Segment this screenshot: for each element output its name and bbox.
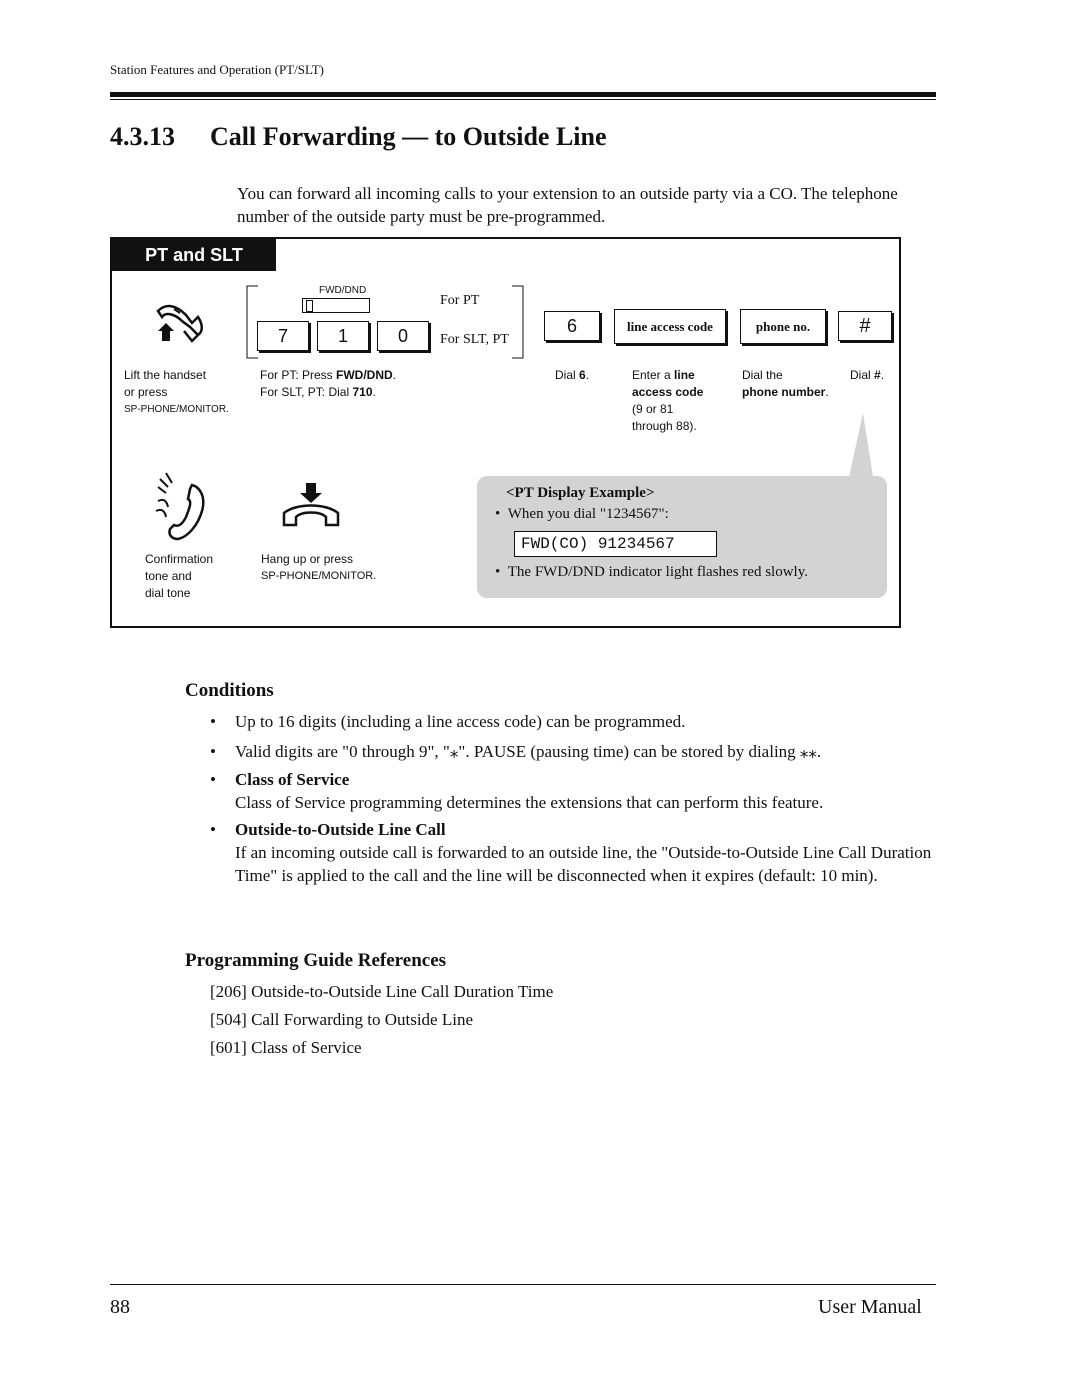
step5-text-a: Dial the — [742, 368, 783, 382]
condition-bullet-1: • — [210, 712, 216, 731]
step4-text-a: Enter a — [632, 368, 675, 382]
step3-text-a: Dial — [555, 368, 580, 382]
step2-text-e: 710 — [352, 385, 373, 399]
step6-text-b: # — [874, 368, 881, 382]
reference-504: [504] Call Forwarding to Outside Line — [210, 1010, 473, 1029]
section-title — [110, 122, 607, 152]
step6-text-c: . — [880, 368, 885, 382]
condition-item-2: Valid digits are "0 through 9", "⁎". PAUSE (pausing time) can be stored by dialing ⁎⁎. — [235, 742, 822, 761]
operation-panel — [110, 237, 901, 628]
reference-206: [206] Outside-to-Outside Line Call Duration Time — [210, 982, 554, 1001]
hang-up-icon — [280, 481, 342, 533]
footer-rule — [110, 1284, 936, 1285]
references-heading: Programming Guide References — [185, 950, 447, 971]
step-line-access — [632, 367, 703, 435]
o2o-heading: Outside-to-Outside Line Call — [235, 820, 446, 839]
step-lift-line2: or press — [124, 385, 168, 399]
confirm-line1: Confirmation — [145, 552, 214, 566]
key-1[interactable]: 1 — [317, 321, 369, 351]
o2o-text: If an incoming outside call is forwarded to an outside line, the "Outside-to-Outside Line Call Duration Time" is applied to the call and the line will be disconnected when it expires (default: 10 min). — [235, 843, 932, 885]
step2-text-b: FWD/DND — [336, 368, 393, 382]
for-pt-label: For PT — [440, 293, 480, 308]
step-lift-line3: SP-PHONE/MONITOR. — [124, 404, 229, 415]
key-0[interactable]: 0 — [377, 321, 429, 351]
step3-text-b: 6 — [579, 368, 586, 382]
condition-item-1: Up to 16 digits (including a line access code) can be programmed. — [235, 712, 686, 731]
display-example-title: <PT Display Example> — [506, 485, 655, 501]
step2-text-d: For SLT, PT: Dial — [260, 385, 353, 399]
section-number: 4.3.13 — [110, 122, 175, 151]
line-access-code-box[interactable]: line access code — [614, 309, 726, 344]
display-example-when-text: When you dial "1234567": — [507, 506, 669, 522]
step6-text-a: Dial — [850, 368, 875, 382]
for-slt-pt-label: For SLT, PT — [440, 332, 509, 347]
step3-text-c: . — [585, 368, 590, 382]
cos-text: Class of Service programming determines the extensions that can perform this feature. — [235, 793, 824, 812]
panel-tab: PT and SLT — [112, 239, 276, 271]
right-bracket — [510, 284, 528, 360]
condition-bullet-2: • — [210, 742, 216, 761]
phone-number-box[interactable]: phone no. — [740, 309, 826, 344]
fwd-dnd-label: FWD/DND — [319, 285, 367, 296]
bubble-pointer — [847, 409, 877, 479]
step4-text-e: through 88). — [632, 419, 697, 433]
key-6[interactable]: 6 — [544, 311, 600, 341]
page-number: 88 — [110, 1296, 130, 1318]
intro-paragraph: You can forward all incoming calls to your extension to an outside party via a CO. The telephone number of the outside party must be pre-programmed. — [237, 184, 898, 226]
section-title-text: Call Forwarding — to Outside Line — [210, 122, 607, 151]
step-lift-line1: Lift the handset — [124, 368, 207, 382]
step-phone-number — [742, 367, 829, 401]
running-head: Station Features and Operation (PT/SLT) — [110, 62, 324, 77]
condition-bullet-4: • — [210, 820, 216, 839]
step5-text-b: phone number — [742, 385, 826, 399]
display-example-note-text: The FWD/DND indicator light flashes red slowly. — [507, 564, 808, 580]
fwd-dnd-indicator-icon — [306, 300, 313, 312]
confirm-line2: tone and — [145, 569, 192, 583]
handset-off-hook-icon — [152, 301, 212, 349]
header-rule-thin — [110, 99, 936, 100]
condition-bullet-3: • — [210, 770, 216, 789]
step2-text-a: For PT: Press — [260, 368, 337, 382]
conditions-heading: Conditions — [185, 680, 274, 701]
hang-up-caption — [261, 551, 376, 585]
hangup-line2: SP-PHONE/MONITOR. — [261, 570, 377, 582]
confirmation-tone-icon — [152, 467, 212, 543]
step-fwd-dnd — [260, 367, 396, 401]
step2-text-f: . — [372, 385, 376, 399]
step-dial-6 — [555, 367, 589, 384]
manual-name: User Manual — [818, 1296, 922, 1318]
step-lift-handset — [124, 367, 229, 418]
lcd-display: FWD(CO) 91234567 — [514, 531, 717, 557]
key-7[interactable]: 7 — [257, 321, 309, 351]
fwd-dnd-button[interactable] — [302, 298, 370, 313]
confirm-line3: dial tone — [145, 586, 191, 600]
cos-heading: Class of Service — [235, 770, 350, 789]
step4-text-b: line — [674, 368, 695, 382]
step4-text-c: access code — [632, 385, 704, 399]
display-example-note: • The FWD/DND indicator light flashes red slowly. — [495, 564, 808, 580]
step4-text-d: (9 or 81 — [632, 402, 674, 416]
confirmation-caption — [145, 551, 213, 602]
key-hash[interactable]: # — [838, 311, 892, 341]
step-dial-hash — [850, 367, 884, 384]
display-example-when: • When you dial "1234567": — [495, 506, 669, 522]
step5-text-c: . — [825, 385, 829, 399]
header-rule-thick — [110, 92, 936, 97]
hangup-line1: Hang up or press — [261, 552, 354, 566]
step2-text-c: . — [392, 368, 397, 382]
reference-601: [601] Class of Service — [210, 1038, 362, 1057]
